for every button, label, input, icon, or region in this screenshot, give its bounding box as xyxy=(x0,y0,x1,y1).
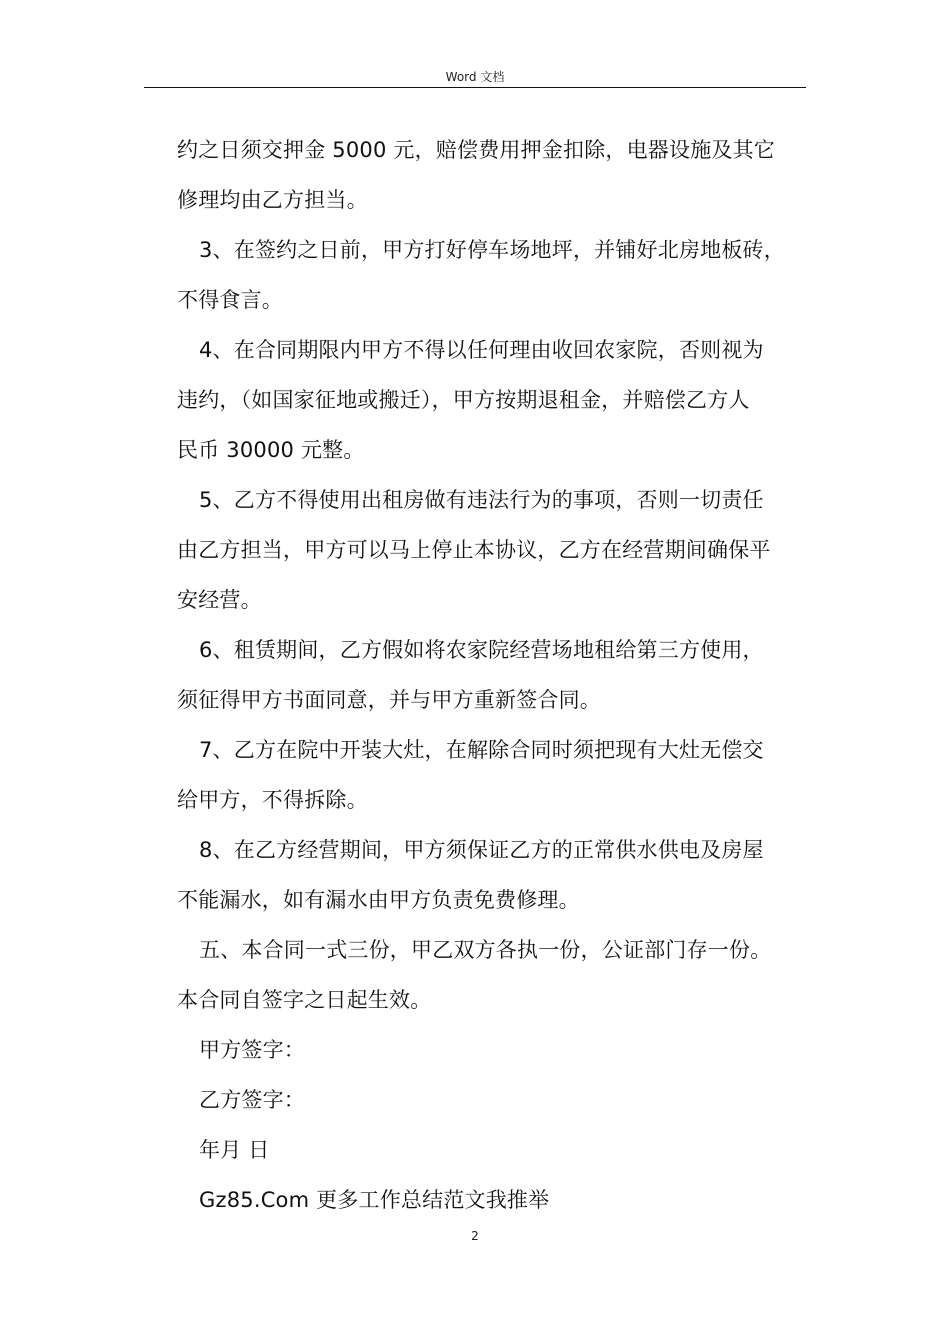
text-line: 安经营。 xyxy=(177,588,262,612)
clause-6: 6、租赁期间，乙方假如将农家院经营场地租给第三方使用， xyxy=(199,638,764,662)
document-body xyxy=(177,125,807,1225)
text-line: 不能漏水，如有漏水由甲方负责免费修理。 xyxy=(177,888,580,912)
clause-8: 8、在乙方经营期间，甲方须保证乙方的正常供水供电及房屋 xyxy=(199,838,764,862)
text-line: 违约，（如国家征地或搬迁），甲方按期退租金，并赔偿乙方人 xyxy=(177,388,750,412)
page-header-title: Word 文档 xyxy=(445,70,505,84)
party-a-signature: 甲方签字： xyxy=(199,1038,305,1062)
section-5: 五、本合同一式三份，甲乙双方各执一份，公证部门存一份。 xyxy=(199,938,772,962)
text-line: 民币 30000 元整。 xyxy=(177,438,365,462)
text-line: 约之日须交押金 5000 元，赔偿费用押金扣除，电器设施及其它 xyxy=(177,138,775,162)
text-line: 本合同自签字之日起生效。 xyxy=(177,988,432,1012)
clause-3: 3、在签约之日前，甲方打好停车场地坪，并铺好北房地板砖， xyxy=(199,238,785,262)
header-divider xyxy=(144,87,806,88)
text-line: 修理均由乙方担当。 xyxy=(177,188,368,212)
promo-line: Gz85.Com 更多工作总结范文我推举 xyxy=(199,1188,550,1212)
date-line: 年月 日 xyxy=(199,1138,270,1162)
clause-4: 4、在合同期限内甲方不得以任何理由收回农家院，否则视为 xyxy=(199,338,764,362)
text-line: 不得食言。 xyxy=(177,288,283,312)
text-line: 给甲方，不得拆除。 xyxy=(177,788,368,812)
party-b-signature: 乙方签字： xyxy=(199,1088,305,1112)
text-line: 须征得甲方书面同意，并与甲方重新签合同。 xyxy=(177,688,601,712)
text-line: 由乙方担当，甲方可以马上停止本协议，乙方在经营期间确保平 xyxy=(177,538,771,562)
clause-7: 7、乙方在院中开装大灶，在解除合同时须把现有大灶无偿交 xyxy=(199,738,764,762)
page-number: 2 xyxy=(471,1229,479,1243)
clause-5: 5、乙方不得使用出租房做有违法行为的事项，否则一切责任 xyxy=(199,488,764,512)
